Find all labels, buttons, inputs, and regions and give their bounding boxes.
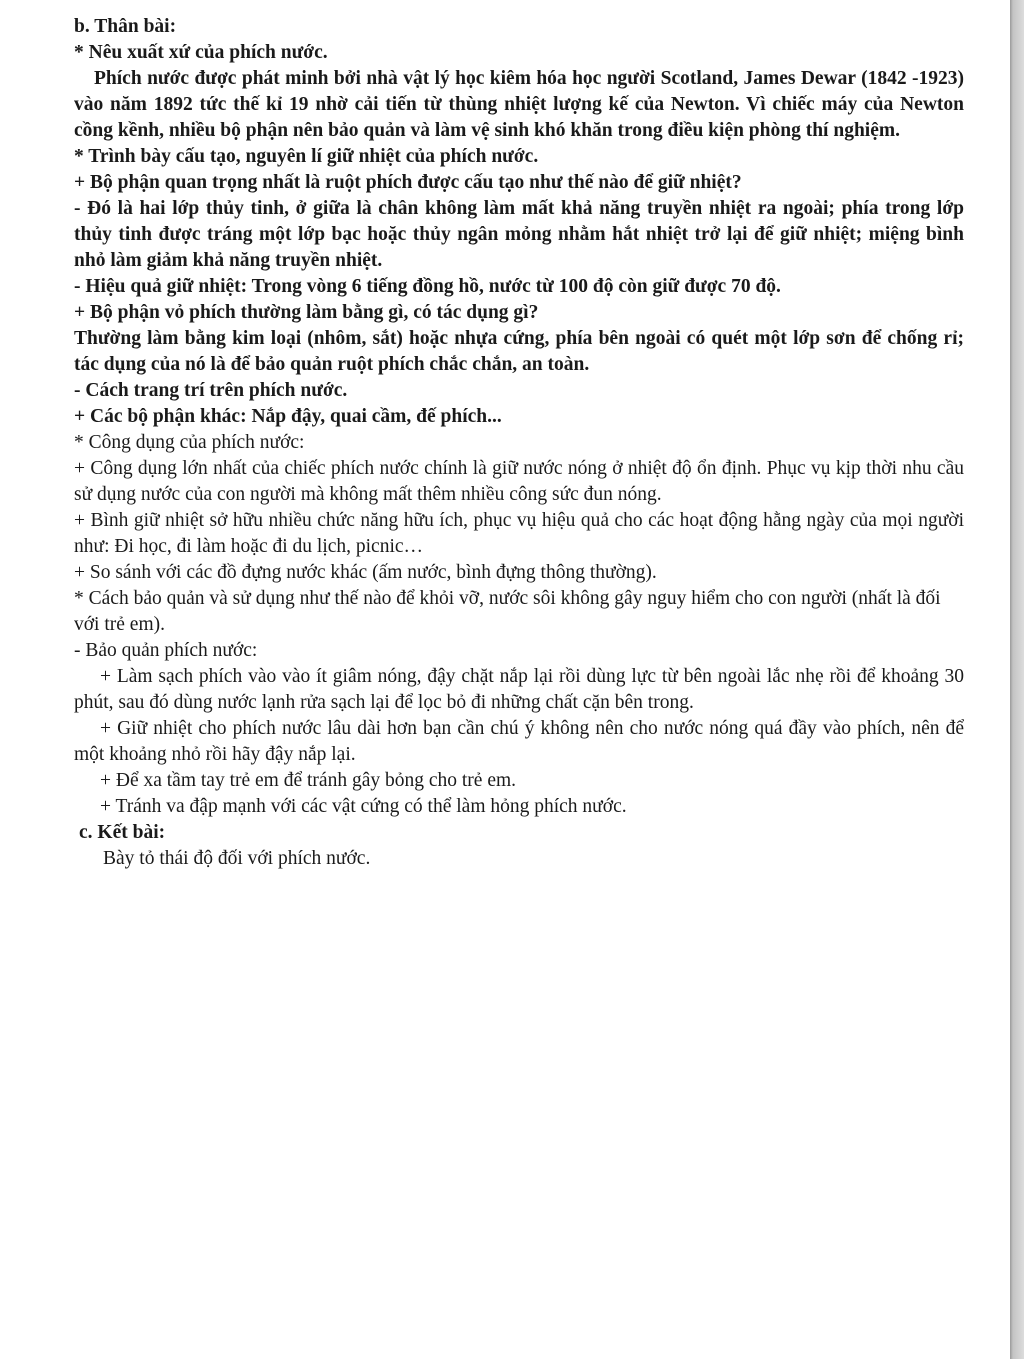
section-b-heading: b. Thân bài:: [74, 16, 177, 37]
care-item-2: + Giữ nhiệt cho phích nước lâu dài hơn bạn cần chú ý không nên cho nước nóng quá đầy vào phích, nên để một khoảng nhỏ rồi hãy đậy nắp lại.: [74, 718, 964, 765]
uses-heading: * Công dụng của phích nước:: [74, 432, 305, 453]
conclusion-line: Bày tỏ thái độ đối với phích nước.: [103, 848, 371, 869]
care-item-4: + Tránh va đập mạnh với các vật cứng có thể làm hỏng phích nước.: [100, 796, 627, 817]
decoration-line: - Cách trang trí trên phích nước.: [74, 380, 348, 401]
use-item-3: + So sánh với các đồ đựng nước khác (ấm nước, bình đựng thông thường).: [74, 562, 657, 583]
use-item-1: + Công dụng lớn nhất của chiếc phích nước chính là giữ nước nóng ở nhiệt độ ổn định. Phục vụ kịp thời nhu cầu sử dụng nước của con người mà không mất thêm nhiều công sức đun nóng.: [74, 458, 964, 505]
shell-answer: Thường làm bằng kim loại (nhôm, sắt) hoặc nhựa cứng, phía bên ngoài có quét một lớp sơn để chống rỉ; tác dụng của nó là để bảo quản ruột phích chắc chắn, an toàn.: [74, 328, 964, 375]
efficiency-line: - Hiệu quả giữ nhiệt: Trong vòng 6 tiếng đồng hồ, nước từ 100 độ còn giữ được 70 độ.: [74, 276, 781, 297]
shell-question: + Bộ phận vỏ phích thường làm bằng gì, có tác dụng gì?: [74, 302, 539, 323]
core-question: + Bộ phận quan trọng nhất là ruột phích được cấu tạo như thế nào để giữ nhiệt?: [74, 172, 742, 193]
section-c-heading: c. Kết bài:: [79, 822, 166, 843]
care-item-1: + Làm sạch phích vào vào ít giâm nóng, đậy chặt nắp lại rồi dùng lực từ bên ngoài lắc nhẹ rồi để khoảng 30 phút, sau đó dùng nước lạnh rửa sạch lại để lọc bỏ đi những chất cặn bên trong.: [74, 666, 964, 713]
origin-heading: * Nêu xuất xứ của phích nước.: [74, 42, 328, 63]
page-edge-shadow: [1010, 0, 1024, 1359]
use-item-2: + Bình giữ nhiệt sở hữu nhiều chức năng hữu ích, phục vụ hiệu quả cho các hoạt động hằng ngày của mọi người như: Đi học, đi làm hoặc đi du lịch, picnic…: [74, 510, 964, 557]
care-heading: * Cách bảo quản và sử dụng như thế nào để khỏi vỡ, nước sôi không gây nguy hiểm cho con người (nhất là đối với trẻ em).: [74, 588, 941, 635]
core-answer: - Đó là hai lớp thủy tinh, ở giữa là chân không làm mất khả năng truyền nhiệt ra ngoài; phía trong lớp thủy tinh được tráng một lớp bạc hoặc thủy ngân mỏng nhằm hắt nhiệt trở lại để giữ nhiệt; miệng bình nhỏ làm giảm khả năng truyền nhiệt.: [74, 198, 964, 271]
origin-paragraph: Phích nước được phát minh bởi nhà vật lý học kiêm hóa học người Scotland, James Dewar (1842 -1923) vào năm 1892 tức thế kỉ 19 nhờ cải tiến từ thùng nhiệt lượng kế của Newton. Vì chiếc máy của Newton cồng kềnh, nhiều bộ phận nên bảo quản và làm vệ sinh khó khăn trong điều kiện phòng thí nghiệm.: [74, 68, 964, 141]
document-body: [74, 14, 964, 872]
other-parts-line: + Các bộ phận khác: Nắp đậy, quai cầm, đế phích...: [74, 406, 502, 427]
care-item-3: + Để xa tầm tay trẻ em để tránh gây bỏng cho trẻ em.: [100, 770, 517, 791]
care-subheading: - Bảo quản phích nước:: [74, 640, 258, 661]
structure-heading: * Trình bày cấu tạo, nguyên lí giữ nhiệt của phích nước.: [74, 146, 539, 167]
